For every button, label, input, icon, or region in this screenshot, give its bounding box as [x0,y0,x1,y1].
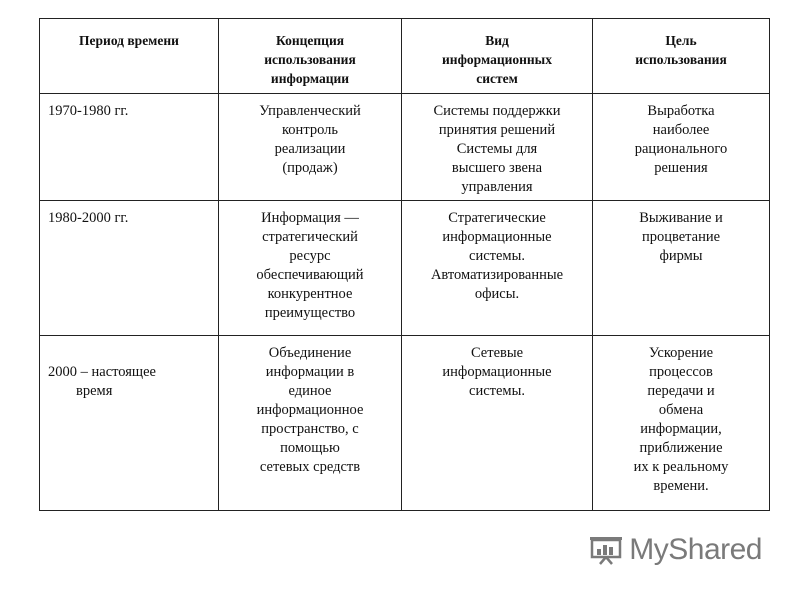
table-row [40,201,770,336]
systems-text: Стратегические информационные системы. Автоматизированные офисы. [430,210,564,302]
systems-text: Системы поддержки принятия решений Системы для высшего звена управления [433,103,561,195]
table-row [40,94,770,201]
systems-text: Сетевые информационные системы. [442,345,552,399]
cell-concept [219,94,402,201]
header-systems-label: Вид информационных систем [442,33,552,86]
period-text [40,336,218,420]
cell-concept [219,201,402,336]
goal-text: Ускорение процессов передачи и обмена информации, приближение их к реальному времени. [633,345,729,494]
logo-text: MyShared [629,533,762,566]
cell-systems [402,336,593,511]
header-concept-label: Концепция использования информации [264,33,356,86]
goal-text: Выработка наиболее рационального решения [634,103,728,176]
table-row [40,336,770,511]
cell-goal [593,336,770,511]
concept-text: Объединение информации в единое информационное пространство, с помощью сетевых средств [256,345,364,475]
period-text-line2: время [76,383,113,399]
header-systems [402,19,593,94]
table-header-row [40,19,770,94]
cell-period [40,336,219,511]
cell-goal [593,201,770,336]
period-text: 1980-2000 гг. [48,210,129,226]
cell-period [40,94,219,201]
period-text: 1970-1980 гг. [48,103,129,119]
period-text-line1: 2000 – настоящее [48,364,156,380]
cell-systems [402,94,593,201]
concept-text: Управленческий контроль реализации (продаж) [259,103,361,176]
cell-goal [593,94,770,201]
header-period [40,19,219,94]
cell-systems [402,201,593,336]
header-period-label: Период времени [79,33,179,48]
info-systems-table [39,18,770,511]
cell-concept [219,336,402,511]
presentation-board-icon [589,535,623,565]
myshared-logo[interactable] [589,533,762,567]
goal-text: Выживание и процветание фирмы [639,210,723,264]
header-concept [219,19,402,94]
header-goal-label: Цель использования [635,33,727,67]
concept-text: Информация — стратегический ресурс обеспечивающий конкурентное преимущество [256,210,364,321]
cell-period [40,201,219,336]
info-systems-table-container [39,18,765,511]
header-goal [593,19,770,94]
